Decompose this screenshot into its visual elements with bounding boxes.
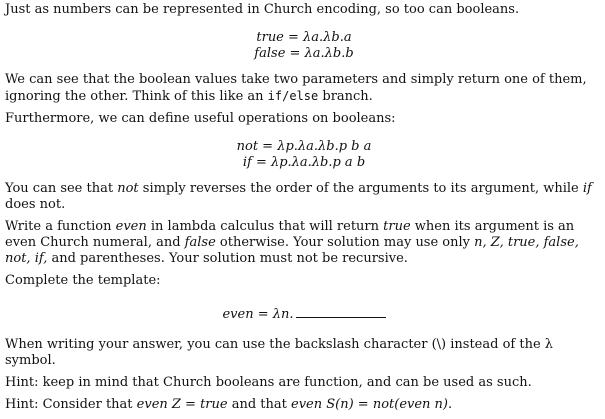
if-term: if: [582, 181, 592, 196]
hint-consider-label: Hint: Consider that: [5, 397, 137, 412]
if-else-code: if/else: [267, 89, 319, 103]
hint-backslash: When writing your answer, you can use the backslash character (\) instead of the λ symbol.: [5, 337, 554, 368]
false-definition: false = λa.λb.b: [254, 46, 354, 61]
allowed-terms: n, Z, true, false, not, if,: [5, 235, 579, 266]
observation-text: We can see that the boolean values take two parameters and simply return one of them, ignoring the other. Think of this like an: [5, 72, 587, 104]
intro-paragraph: Just as numbers can be represented in Church encoding, so too can booleans.: [5, 2, 520, 17]
template-prefix: even = λn.: [222, 307, 294, 322]
answer-blank[interactable]: [296, 317, 386, 318]
hint-consider-middle: and that: [227, 397, 292, 412]
task-text-3: when its argument is an even Church numeral, and: [5, 219, 575, 250]
not-note-text: You can see that: [5, 181, 118, 196]
even-term: even: [115, 219, 147, 234]
hint-functions: Hint: keep in mind that Church booleans are function, and can be used as such.: [5, 375, 532, 390]
not-definition: not = λp.λa.λb.p b a: [236, 139, 372, 154]
not-term: not: [117, 181, 139, 196]
task-text-2: in lambda calculus that will return: [146, 219, 384, 234]
observation-end: branch.: [318, 89, 373, 104]
boolean-definitions: [5, 30, 603, 62]
task-text-5: and parentheses. Your solution must not be recursive.: [47, 251, 408, 266]
task-paragraph: [5, 219, 603, 267]
not-note-middle: simply reverses the order of the arguments to its argument, while: [138, 181, 583, 196]
if-definition: if = λp.λa.λb.p a b: [242, 155, 366, 170]
even-successor-equation: even S(n) = not(even n): [291, 397, 449, 412]
hint-consider-end: .: [448, 397, 453, 412]
not-note-end: does not.: [5, 197, 66, 212]
not-note-paragraph: [5, 181, 603, 213]
furthermore-paragraph: Furthermore, we can define useful operations on booleans:: [5, 111, 396, 126]
hint-consider: [5, 397, 603, 413]
complete-paragraph: Complete the template:: [5, 273, 161, 288]
operation-definitions: [5, 139, 603, 171]
true-term: true: [383, 219, 411, 234]
answer-template: [5, 307, 603, 323]
false-term: false: [184, 235, 216, 250]
even-zero-equation: even Z = true: [136, 397, 228, 412]
observation-paragraph: [5, 72, 603, 105]
task-text-4: otherwise. Your solution may use only: [215, 235, 475, 250]
true-definition: true = λa.λb.a: [256, 30, 352, 45]
task-text-1: Write a function: [5, 219, 116, 234]
document: [5, 2, 603, 419]
